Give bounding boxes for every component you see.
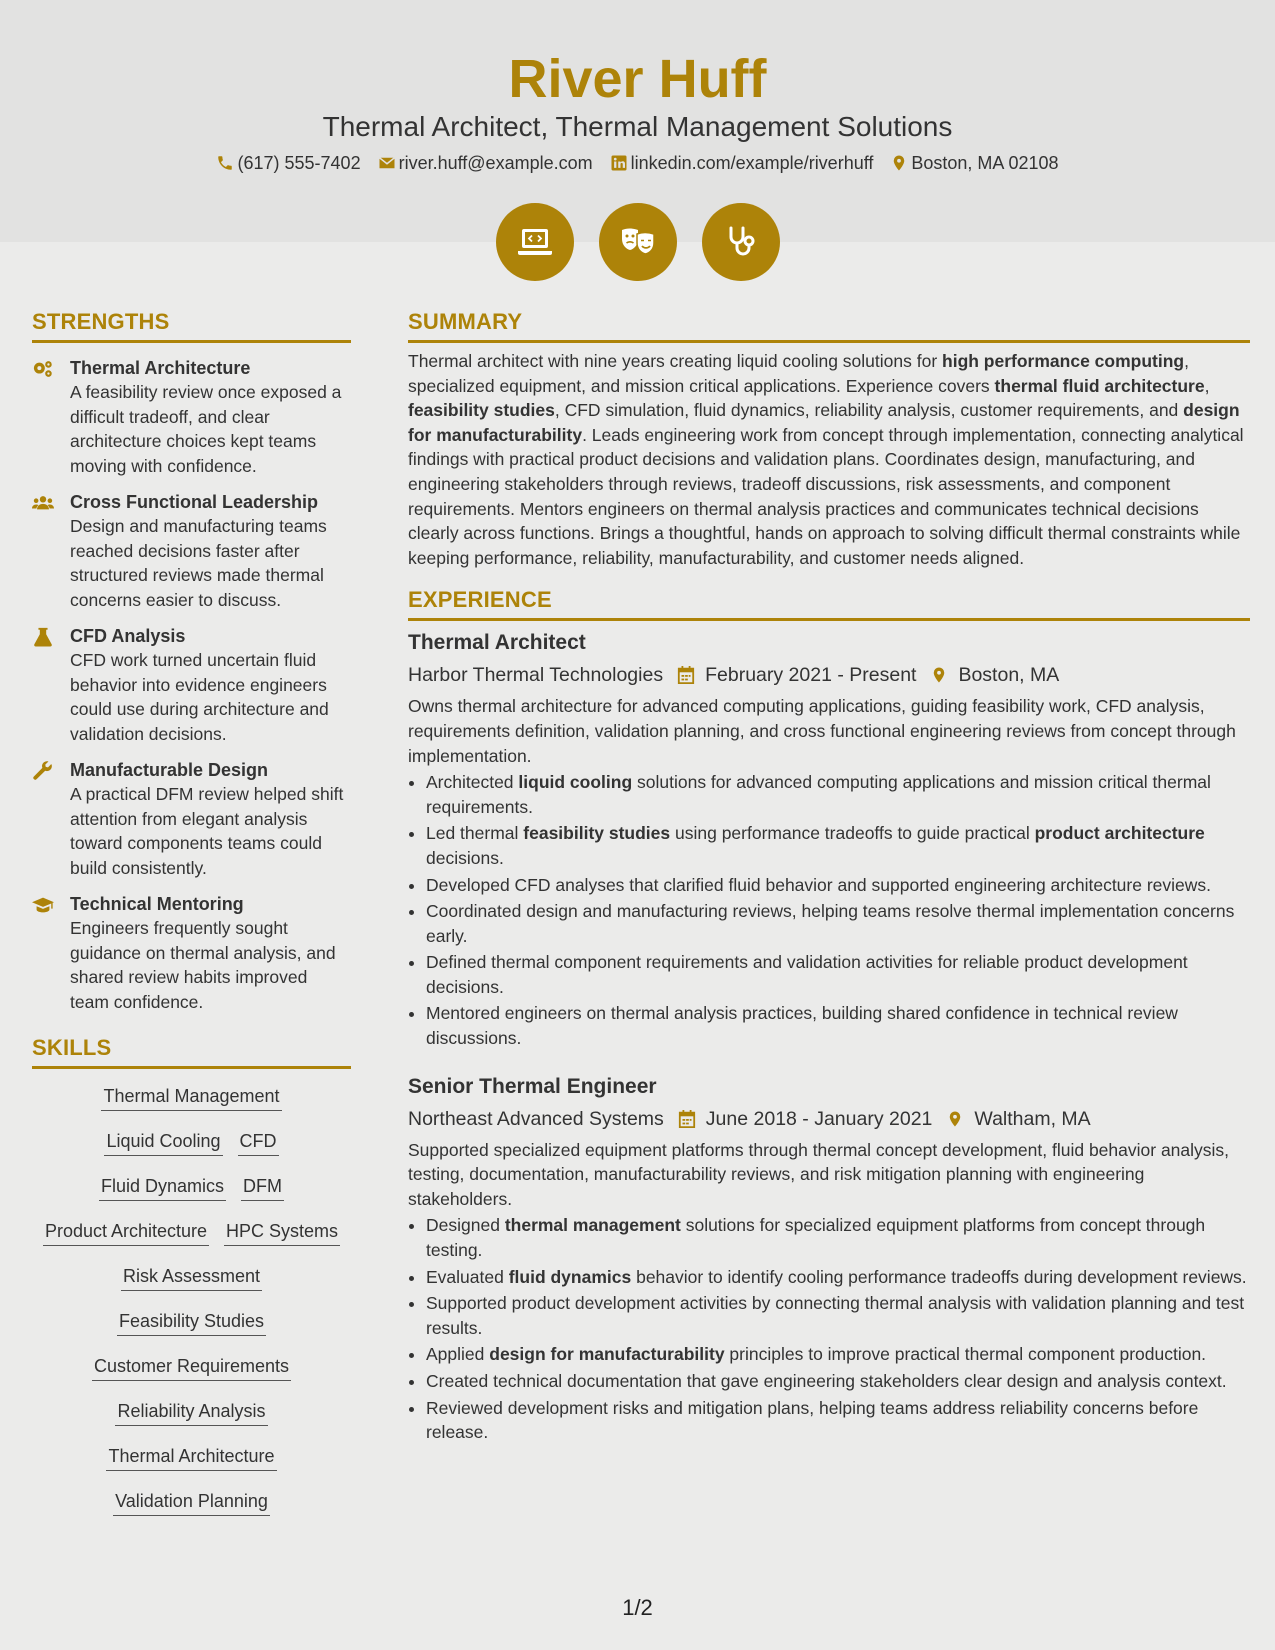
job-bullet	[426, 1001, 1250, 1050]
text-run: . Leads engineering work from concept through implementation, connecting analytical findings with practical product decisions and validation plans. Coordinates design, manufacturing, and engineering stakeholders through reviews, tradeoff discussions, risk assessments, and component requirements. Mentors engineers on thermal analysis practices and communicates technical decisions clearly across functions. Brings a thoughtful, hands on approach to solving difficult thermal constraints while keeping performance, reliability, manufacturability, and customer needs aligned.	[408, 424, 1244, 568]
text-run: Mentored engineers on thermal analysis practices, building shared confidence in technical review discussions.	[426, 1003, 1178, 1049]
linkedin-icon	[610, 154, 628, 172]
wrench-icon	[32, 761, 54, 781]
company-name: Northeast Advanced Systems	[408, 1107, 664, 1130]
skill-tag: HPC Systems	[224, 1219, 340, 1246]
envelope-icon	[378, 154, 396, 172]
flask-icon	[32, 627, 54, 647]
job-entry	[408, 1071, 1250, 1445]
strength-desc: A practical DFM review helped shift attention from elegant analysis toward components teams could build consistently.	[70, 784, 344, 878]
contact-linkedin[interactable]	[610, 150, 874, 176]
job-meta	[408, 660, 1250, 690]
calendar-icon	[677, 665, 695, 685]
skill-row	[32, 1435, 351, 1480]
skill-row	[32, 1075, 351, 1120]
skill-row	[32, 1165, 351, 1210]
job-bullets	[408, 770, 1250, 1051]
text-run: Coordinated design and manufacturing reviews, helping teams resolve thermal implementation concerns early.	[426, 901, 1235, 946]
strength-item	[32, 758, 351, 880]
job-dates: February 2021 - Present	[705, 664, 917, 687]
text-run: Developed CFD analyses that clarified fluid behavior and supported engineering architecture reviews.	[426, 874, 1212, 895]
emphasis-text: design for manufacturability	[489, 1344, 725, 1365]
text-run: Designed	[426, 1215, 505, 1236]
job-location: Waltham, MA	[974, 1107, 1091, 1130]
skill-tag: Thermal Architecture	[106, 1444, 276, 1471]
contact-email[interactable]	[378, 150, 593, 176]
job-bullet	[426, 1213, 1250, 1262]
strength-title: Technical Mentoring	[70, 894, 244, 914]
strength-desc: Engineers frequently sought guidance on thermal analysis, and shared review habits improved team confidence.	[70, 918, 336, 1012]
strength-desc: CFD work turned uncertain fluid behavior into evidence engineers could use during architecture and validation decisions.	[70, 650, 329, 744]
skills-list	[32, 1075, 351, 1525]
job-description: Supported specialized equipment platforms through thermal concept development, fluid behavior analysis, testing, documentation, manufacturability reviews, and risk mitigation planning with engineering stakeholders.	[408, 1139, 1230, 1209]
strength-title: CFD Analysis	[70, 626, 186, 646]
job-location: Boston, MA	[958, 664, 1060, 687]
emphasis-text: feasibility studies	[523, 823, 671, 844]
contact-bar	[0, 150, 1275, 176]
emphasis-text: fluid dynamics	[508, 1266, 632, 1287]
strength-desc: Design and manufacturing teams reached decisions faster after structured reviews made thermal concerns easier to discuss.	[70, 516, 327, 610]
text-run: decisions.	[426, 847, 504, 868]
users-icon	[32, 493, 54, 513]
text-run: Applied	[426, 1344, 490, 1365]
skill-tag: Product Architecture	[43, 1219, 209, 1246]
strength-item	[32, 892, 351, 1014]
emphasis-text: liquid cooling	[518, 772, 633, 793]
theater-masks-icon	[618, 222, 658, 262]
text-run: Defined thermal component requirements and validation activities for reliable product development decisions.	[426, 952, 1188, 997]
contact-location	[890, 150, 1058, 176]
skill-row	[32, 1300, 351, 1345]
job-title: Thermal Architect	[408, 631, 586, 655]
emphasis-text: thermal management	[504, 1215, 681, 1236]
skill-tag: Feasibility Studies	[117, 1309, 266, 1336]
candidate-name: River Huff	[508, 49, 767, 109]
strength-title: Manufacturable Design	[70, 760, 269, 780]
job-bullet	[426, 1369, 1250, 1394]
experience-heading: EXPERIENCE	[408, 584, 1250, 621]
text-run: Created technical documentation that gave engineering stakeholders clear design and analysis context.	[426, 1371, 1227, 1391]
text-run: principles to improve practical thermal component production.	[724, 1344, 1207, 1365]
summary-text	[408, 349, 1250, 570]
text-run: using performance tradeoffs to guide practical	[670, 823, 1035, 844]
text-run: Supported product development activities by connecting thermal analysis with validation planning and test results.	[426, 1293, 1245, 1338]
job-bullets	[408, 1213, 1250, 1444]
skill-tag: Fluid Dynamics	[99, 1174, 226, 1201]
job-title: Senior Thermal Engineer	[408, 1074, 657, 1098]
job-meta	[408, 1104, 1250, 1134]
map-pin-icon	[930, 665, 948, 685]
emphasis-text: high performance computing	[942, 351, 1185, 371]
skill-row	[32, 1480, 351, 1525]
emphasis-text: product architecture	[1034, 823, 1205, 844]
strength-item	[32, 356, 351, 478]
left-column	[32, 306, 351, 1525]
job-bullet	[426, 873, 1250, 898]
badge-masks	[599, 203, 677, 281]
text-run: Architected	[426, 772, 519, 793]
emphasis-text: feasibility studies	[408, 400, 555, 421]
text-run: , specialized equipment, and mission critical applications. Experience covers	[408, 351, 1189, 396]
summary-heading: SUMMARY	[408, 306, 1250, 343]
map-pin-icon	[890, 154, 908, 172]
skills-heading: SKILLS	[32, 1032, 351, 1069]
text-run: ,	[1204, 375, 1210, 396]
job-bullet	[426, 899, 1250, 948]
page-number: 1/2	[622, 1595, 653, 1620]
phone-text: (617) 555-7402	[237, 153, 361, 173]
job-description: Owns thermal architecture for advanced computing applications, guiding feasibility work, CFD analysis, requirements definition, validation planning, and cross functional engineering reviews from concept through implementation.	[408, 696, 1236, 766]
job-bullet	[426, 821, 1250, 870]
stethoscope-icon	[721, 222, 761, 262]
badge-stethoscope	[702, 203, 780, 281]
job-bullet	[426, 770, 1250, 819]
map-pin-icon	[946, 1109, 964, 1129]
location-text: Boston, MA 02108	[911, 153, 1059, 173]
emphasis-text: design for manufacturability	[408, 400, 1240, 445]
job-bullet	[426, 1342, 1250, 1367]
strength-desc: A feasibility review once exposed a difficult tradeoff, and clear architecture choices kept teams moving with confidence.	[70, 382, 342, 476]
strength-item	[32, 624, 351, 746]
skill-tag: Validation Planning	[113, 1489, 270, 1516]
laptop-code-icon	[515, 222, 555, 262]
badge-row	[0, 203, 1275, 281]
job-bullet	[426, 1265, 1250, 1290]
job-bullet	[426, 950, 1250, 999]
strength-title: Cross Functional Leadership	[70, 492, 319, 512]
contact-phone[interactable]	[216, 150, 360, 176]
text-run: behavior to identify cooling performance tradeoffs during development reviews.	[631, 1266, 1247, 1287]
skill-row	[32, 1120, 351, 1165]
company-name: Harbor Thermal Technologies	[408, 664, 664, 687]
skill-row	[32, 1255, 351, 1300]
skill-tag: CFD	[238, 1129, 279, 1156]
headline: Thermal Architect, Thermal Management Solutions	[322, 111, 953, 142]
job-entry	[408, 627, 1250, 1050]
strengths-heading: STRENGTHS	[32, 306, 351, 343]
phone-icon	[216, 154, 234, 172]
text-run: Thermal architect with nine years creating liquid cooling solutions for	[408, 351, 943, 371]
text-run: Evaluated	[426, 1266, 509, 1287]
strength-item	[32, 490, 351, 612]
text-run: solutions for specialized equipment platforms from concept through testing.	[426, 1215, 1206, 1261]
text-run: Led thermal	[426, 823, 524, 844]
job-bullet	[426, 1396, 1250, 1445]
emphasis-text: thermal fluid architecture	[994, 375, 1205, 396]
text-run: Reviewed development risks and mitigation plans, helping teams address reliability concerns before release.	[426, 1397, 1199, 1443]
skill-tag: Liquid Cooling	[104, 1129, 222, 1156]
job-bullet	[426, 1291, 1250, 1340]
email-text: river.huff@example.com	[398, 153, 593, 173]
skill-tag: Reliability Analysis	[115, 1399, 267, 1426]
gears-icon	[32, 359, 54, 379]
skill-row	[32, 1345, 351, 1390]
skill-row	[32, 1390, 351, 1435]
graduation-cap-icon	[32, 895, 54, 915]
skill-tag: Risk Assessment	[121, 1264, 262, 1291]
skill-tag: Customer Requirements	[92, 1354, 291, 1381]
badge-laptop	[496, 203, 574, 281]
job-dates: June 2018 - January 2021	[705, 1107, 933, 1130]
strength-title: Thermal Architecture	[70, 358, 251, 378]
calendar-icon	[678, 1109, 696, 1129]
skill-row	[32, 1210, 351, 1255]
right-column	[408, 306, 1250, 1447]
text-run: , CFD simulation, fluid dynamics, reliability analysis, customer requirements, and	[554, 400, 1184, 421]
linkedin-text: linkedin.com/example/riverhuff	[630, 153, 874, 173]
skill-tag: Thermal Management	[101, 1084, 281, 1111]
skill-tag: DFM	[241, 1174, 284, 1201]
text-run: solutions for advanced computing applications and mission critical thermal requirements.	[426, 772, 1211, 817]
